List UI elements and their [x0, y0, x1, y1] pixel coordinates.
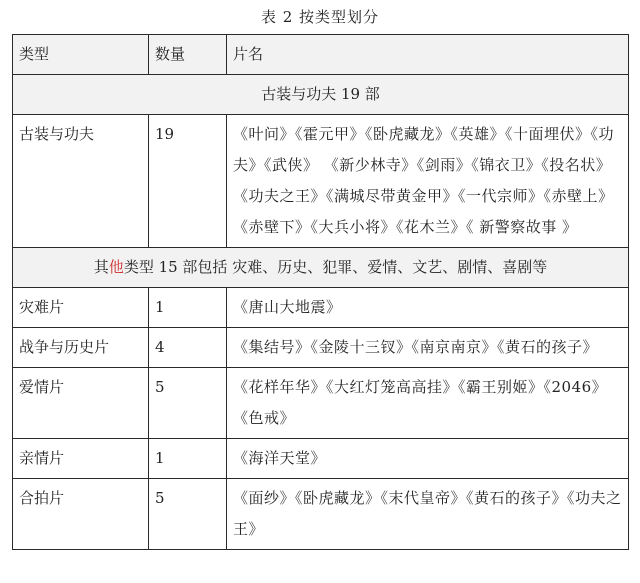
row-type: 合拍片 [13, 479, 149, 550]
genre-table [12, 34, 629, 550]
row-titles: 《海洋天堂》 [227, 439, 629, 479]
row-type: 灾难片 [13, 288, 149, 328]
section-label-other [13, 248, 629, 288]
table-row [13, 368, 629, 439]
row-titles: 《唐山大地震》 [227, 288, 629, 328]
table-row [13, 328, 629, 368]
section-row-kungfu [13, 75, 629, 115]
header-type: 类型 [13, 35, 149, 75]
table-row [13, 288, 629, 328]
table-header-row [13, 35, 629, 75]
row-count: 5 [149, 368, 227, 439]
section-other-accent-char: 他 [108, 258, 124, 276]
row-titles: 《集结号》《金陵十三钗》《南京南京》《黄石的孩子》 [227, 328, 629, 368]
row-type: 古装与功夫 [13, 115, 149, 248]
table-caption: 表 2 按类型划分 [260, 8, 380, 26]
row-titles: 《花样年华》《大红灯笼高高挂》《霸王别姬》《2046》《色戒》 [227, 368, 629, 439]
row-count: 1 [149, 288, 227, 328]
header-titles: 片名 [227, 35, 629, 75]
section-label-kungfu: 古装与功夫 19 部 [13, 75, 629, 115]
section-other-suffix: 类型 15 部包括 灾难、历史、犯罪、爱情、文艺、剧情、喜剧等 [123, 258, 548, 276]
row-count: 1 [149, 439, 227, 479]
row-type: 战争与历史片 [13, 328, 149, 368]
table-row [13, 479, 629, 550]
row-type: 亲情片 [13, 439, 149, 479]
section-other-prefix: 其 [93, 258, 109, 276]
section-row-other [13, 248, 629, 288]
header-count: 数量 [149, 35, 227, 75]
row-count: 19 [149, 115, 227, 248]
row-titles: 《叶问》《霍元甲》《卧虎藏龙》《英雄》《十面埋伏》《功夫》《武侠》 《新少林寺》《剑雨》《锦衣卫》《投名状》《功夫之王》《满城尽带黄金甲》《一代宗师》《赤壁上》《赤壁下》《大兵小将》《花木兰》《 新警察故事 》 [227, 115, 629, 248]
row-type: 爱情片 [13, 368, 149, 439]
table-row [13, 115, 629, 248]
table-row [13, 439, 629, 479]
row-titles: 《面纱》《卧虎藏龙》《末代皇帝》《黄石的孩子》《功夫之王》 [227, 479, 629, 550]
row-count: 5 [149, 479, 227, 550]
row-count: 4 [149, 328, 227, 368]
